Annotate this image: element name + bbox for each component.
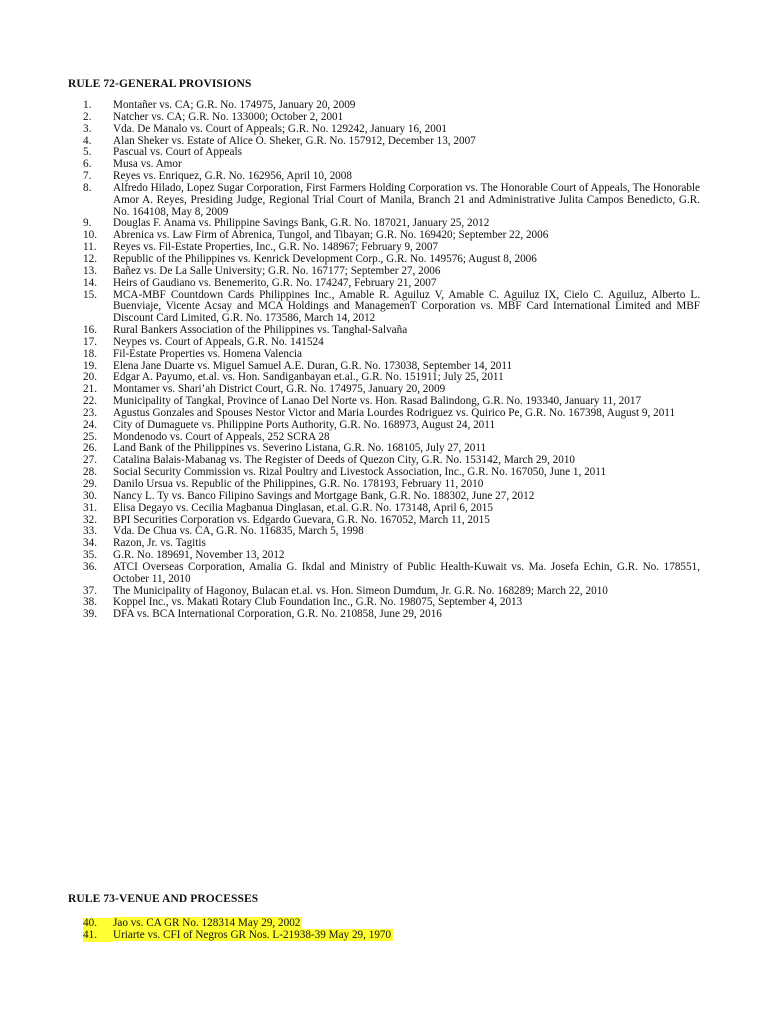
case-citation: Edgar A. Payumo, et.al. vs. Hon. Sandiganbayan et.al., G.R. No. 151911; July 25, 2011 <box>113 371 504 384</box>
case-number: 18. <box>83 347 97 360</box>
case-number: 7. <box>83 170 92 183</box>
case-citation: BPI Securities Corporation vs. Edgardo Guevara, G.R. No. 167052, March 11, 2015 <box>113 513 490 526</box>
case-citation: Alfredo Hilado, Lopez Sugar Corporation, First Farmers Holding Corporation vs. The Honorable Court of Appeals, The Honorable Amor A. Reyes, Presiding Judge, Regional Trial Court of Manila, Branch 21 and Administrative Julita Campos Benedicto, G.R. No. 164108, May 8, 2009 <box>113 181 700 218</box>
case-citation: Reyes vs. Fil-Estate Properties, Inc., G.R. No. 148967; February 9, 2007 <box>113 241 439 254</box>
case-citation: Agustus Gonzales and Spouses Nestor Victor and Maria Lourdes Rodriguez vs. Quirico Pe, G.R. No. 167398, August 9, 2011 <box>113 406 676 419</box>
case-item <box>0 503 700 515</box>
case-number: 35. <box>83 549 97 562</box>
case-number: 3. <box>83 122 92 135</box>
case-number: 38. <box>83 596 97 609</box>
case-number: 11. <box>83 241 97 254</box>
section-heading-rule-72: RULE 72-GENERAL PROVISIONS <box>68 78 252 90</box>
case-citation: Fil-Estate Properties vs. Homena Valencia <box>113 347 303 360</box>
case-number: 22. <box>83 395 97 408</box>
case-citation: G.R. No. 189691, November 13, 2012 <box>113 549 285 562</box>
case-item <box>0 930 768 942</box>
case-number: 17. <box>83 335 97 348</box>
section-heading-rule-73: RULE 73-VENUE AND PROCESSES <box>68 893 259 905</box>
case-number: 27. <box>83 454 97 467</box>
case-number: 16. <box>83 324 97 337</box>
case-citation: Alan Sheker vs. Estate of Alice O. Sheker, G.R. No. 157912, December 13, 2007 <box>113 134 476 147</box>
case-number: 5. <box>83 146 92 159</box>
case-number: 31. <box>83 501 97 514</box>
case-number: 34. <box>83 537 97 550</box>
case-citation: Abrenica vs. Law Firm of Abrenica, Tungol, and Tibayan; G.R. No. 169420; September 22, 2006 <box>113 229 549 242</box>
case-citation: Elena Jane Duarte vs. Miguel Samuel A.E. Duran, G.R. No. 173038, September 14, 2011 <box>113 359 513 372</box>
case-item <box>0 124 700 136</box>
case-citation: Razon, Jr. vs. Tagitis <box>113 537 206 550</box>
case-number: 36. <box>83 560 97 573</box>
case-item <box>0 408 700 420</box>
case-item <box>0 278 700 290</box>
case-number: 33. <box>83 525 97 538</box>
case-number: 40. <box>83 918 113 930</box>
case-number: 41. <box>83 930 113 942</box>
case-citation: Republic of the Philippines vs. Kenrick Development Corp., G.R. No. 149576; August 8, 2006 <box>113 252 537 265</box>
case-citation: Reyes vs. Enriquez, G.R. No. 162956, April 10, 2008 <box>113 170 352 183</box>
case-citation: Jao vs. CA GR No. 128314 May 29, 2002 <box>113 917 301 929</box>
case-item <box>0 526 700 538</box>
case-number: 8. <box>83 181 92 194</box>
case-item <box>0 266 700 278</box>
case-citation: Montañer vs. CA; G.R. No. 174975, January 20, 2009 <box>113 99 356 111</box>
case-citation: Vda. De Manalo vs. Court of Appeals; G.R. No. 129242, January 16, 2001 <box>113 122 448 135</box>
case-citation: Land Bank of the Philippines vs. Severino Listana, G.R. No. 168105, July 27, 2011 <box>113 442 487 455</box>
case-number: 21. <box>83 383 97 396</box>
case-list-rule-73 <box>0 918 768 942</box>
case-number: 12. <box>83 252 97 265</box>
case-citation: Douglas F. Anama vs. Philippine Savings Bank, G.R. No. 187021, January 25, 2012 <box>113 217 490 230</box>
case-number: 19. <box>83 359 97 372</box>
case-item <box>0 147 700 159</box>
case-citation: Natcher vs. CA; G.R. No. 133000; October 2, 2001 <box>113 110 344 123</box>
case-number: 6. <box>83 158 92 171</box>
case-item <box>0 538 700 550</box>
case-citation: Uriarte vs. CFI of Negros GR Nos. L-21938-39 May 29, 1970 <box>113 928 392 941</box>
case-citation: Elisa Degayo vs. Cecilia Magbanua Dinglasan, et.al. G.R. No. 173148, April 6, 2015 <box>113 501 493 514</box>
case-citation: DFA vs. BCA International Corporation, G.R. No. 210858, June 29, 2016 <box>113 608 442 621</box>
case-citation: Municipality of Tangkal, Province of Lanao Del Norte vs. Hon. Rasad Balindong, G.R. No. 193340, January 11, 2017 <box>113 395 642 408</box>
case-number: 25. <box>83 430 97 443</box>
case-citation: MCA-MBF Countdown Cards Philippines Inc., Amable R. Aguiluz V, Amable C. Aguiluz IX, Cielo C. Aguiluz, Alberto L. Buenviaje, Vicente Acsay and MCA Holdings and ManagemenT Corporation vs. MBF Card International Limited and MBF Discount Card Limited, G.R. No. 173586, March 14, 2012 <box>113 288 700 325</box>
case-citation: Montamer vs. Shari’ah District Court, G.R. No. 174975, January 20, 2009 <box>113 383 446 396</box>
case-item <box>0 290 700 326</box>
case-number: 28. <box>83 466 97 479</box>
case-citation: Nancy L. Ty vs. Banco Filipino Savings and Mortgage Bank, G.R. No. 188302, June 27, 2012 <box>113 489 535 502</box>
case-item <box>0 562 700 586</box>
case-citation: Koppel Inc., vs. Makati Rotary Club Foundation Inc., G.R. No. 198075, September 4, 2013 <box>113 596 523 609</box>
case-number: 14. <box>83 276 97 289</box>
case-number: 9. <box>83 217 92 230</box>
case-number: 1. <box>83 99 92 111</box>
case-list-rule-72 <box>0 100 768 621</box>
case-number: 29. <box>83 478 97 490</box>
case-number: 2. <box>83 110 92 123</box>
case-citation: Heirs of Gaudiano vs. Benemerito, G.R. No. 174247, February 21, 2007 <box>113 276 437 289</box>
case-item <box>0 183 700 219</box>
case-number: 37. <box>83 584 97 597</box>
case-citation: Catalina Balais-Mabanag vs. The Register of Deeds of Quezon City, G.R. No. 153142, March 29, 2010 <box>113 454 576 467</box>
case-number: 15. <box>83 288 97 301</box>
case-citation: Musa vs. Amor <box>113 158 182 171</box>
case-number: 13. <box>83 264 97 277</box>
case-item <box>0 491 700 503</box>
case-citation: Danilo Ursua vs. Republic of the Philippines, G.R. No. 178193, February 11, 2010 <box>113 478 484 490</box>
case-item <box>0 112 700 124</box>
case-number: 20. <box>83 371 97 384</box>
case-citation: City of Dumaguete vs. Philippine Ports Authority, G.R. No. 168973, August 24, 2011 <box>113 418 496 431</box>
case-number: 39. <box>83 608 97 621</box>
case-number: 24. <box>83 418 97 431</box>
case-citation: The Municipality of Hagonoy, Bulacan et.al. vs. Hon. Simeon Dumdum, Jr. G.R. No. 168289; March 22, 2010 <box>113 584 608 597</box>
case-citation: Vda. De Chua vs. CA, G.R. No. 116835, March 5, 1998 <box>113 525 364 538</box>
case-citation: Neypes vs. Court of Appeals, G.R. No. 141524 <box>113 335 324 348</box>
case-number: 4. <box>83 134 92 147</box>
case-number: 10. <box>83 229 97 242</box>
case-citation: Pascual vs. Court of Appeals <box>113 146 242 159</box>
case-item <box>0 420 700 432</box>
case-number: 30. <box>83 489 97 502</box>
case-citation: Social Security Commission vs. Rizal Poultry and Livestock Association, Inc., G.R. No. 167050, June 1, 2011 <box>113 466 607 479</box>
case-number: 23. <box>83 406 97 419</box>
case-number: 32. <box>83 513 97 526</box>
case-citation: Bañez vs. De La Salle University; G.R. No. 167177; September 27, 2006 <box>113 264 441 277</box>
case-item <box>0 349 700 361</box>
case-citation: Mondenodo vs. Court of Appeals, 252 SCRA 28 <box>113 430 330 443</box>
case-item <box>0 136 700 148</box>
case-citation: ATCI Overseas Corporation, Amalia G. Ikdal and Ministry of Public Health-Kuwait vs. Ma. Josefa Echin, G.R. No. 178551, October 11, 2010 <box>113 560 700 585</box>
case-number: 26. <box>83 442 97 455</box>
case-item <box>0 325 700 337</box>
case-item <box>0 609 700 621</box>
case-citation: Rural Bankers Association of the Philippines vs. Tanghal-Salvaña <box>113 324 408 337</box>
case-item <box>0 100 700 112</box>
case-item <box>0 337 700 349</box>
